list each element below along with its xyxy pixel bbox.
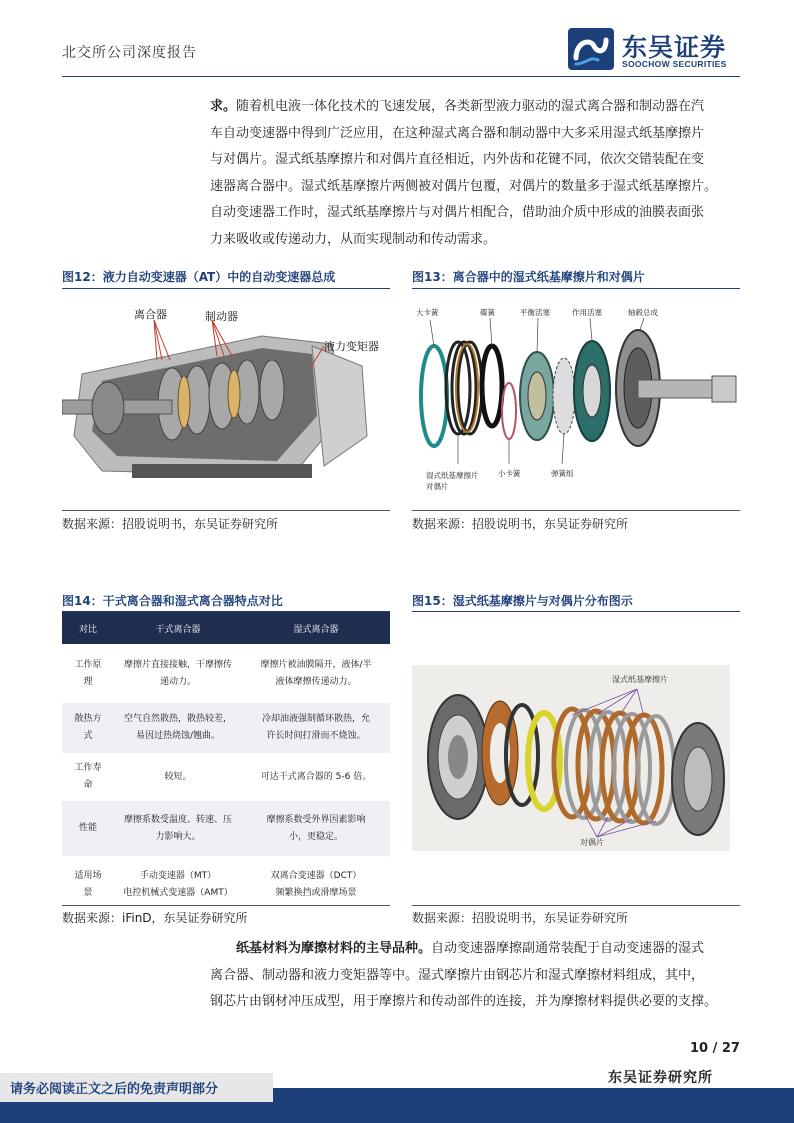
table-row (62, 644, 390, 703)
paragraph-line: 与对偶片。湿式纸基摩擦片和对偶片直径相近，内外齿和花键不同，依次交错装配在变 (210, 152, 705, 167)
body-paragraph-2 (210, 936, 740, 1016)
report-type-label: 北交所公司深度报告 (62, 45, 197, 61)
table-cell-aspect: 适用场 景 (62, 856, 114, 914)
fig13-label-friction-plate: 湿式纸基摩擦片 (426, 471, 479, 480)
table-row (62, 703, 390, 753)
table-header-row (62, 612, 390, 644)
table-row (62, 753, 390, 801)
clutch-comparison-table (62, 612, 390, 914)
fig12-label-torque-converter: 液力变矩器 (324, 340, 379, 353)
table-cell-wet: 双离合变速器（DCT） 频繁换挡或滑摩场景 (242, 856, 390, 914)
fig12-source: 数据来源：招股说明书，东吴证券研究所 (62, 517, 279, 531)
table-cell-dry: 手动变速器（MT） 电控机械式变速器（AMT） (114, 856, 242, 914)
fig12-title-rule (62, 288, 390, 289)
paragraph-lead: 纸基材料为摩擦材料的主导品种。 (236, 941, 432, 956)
table-cell-dry: 摩擦片直接接触，干摩擦传 递动力。 (114, 644, 242, 703)
table-cell-wet: 摩擦片被油膜隔开，液体/半 液体摩擦传递动力。 (242, 644, 390, 703)
paragraph-line: 速器离合器中。湿式纸基摩擦片两侧被对偶片包覆，对偶片的数量多于湿式纸基摩擦片。 (210, 178, 718, 194)
table-header-cell: 干式离合器 (114, 612, 242, 644)
fig13-label-mating-plate: 对偶片 (426, 482, 449, 491)
table-row (62, 801, 390, 856)
fig12-label-clutch: 离合器 (134, 308, 167, 321)
fig13-label-small-snap-ring: 小卡簧 (498, 469, 521, 478)
table-cell-dry: 较短。 (114, 753, 242, 801)
table-cell-dry: 空气自然散热，散热较差， 易因过热烧蚀/翘曲。 (114, 703, 242, 753)
table-cell-aspect: 工作寿 命 (62, 753, 114, 801)
paragraph-line: 自动变速器工作时，湿式纸基摩擦片与对偶片相配合，借助油介质中形成的油膜表面张 (210, 205, 705, 220)
paragraph-line: 车自动变速器中得到广泛应用，在这种湿式离合器和制动器中大多采用湿式纸基摩擦片 (210, 125, 705, 141)
page-number: 10 / 27 (690, 1041, 740, 1056)
fig13-label-big-snap-ring: 大卡簧 (416, 308, 439, 317)
fig15-plate-distribution-image (412, 665, 730, 851)
logo-text-en: SOOCHOW SECURITIES (622, 59, 727, 69)
soochow-logo (568, 28, 740, 72)
table-header-cell: 对比 (62, 612, 114, 644)
fig12-title: 图12：液力自动变速器（AT）中的自动变速器总成 (62, 270, 336, 284)
footer-institute: 东吴证券研究所 (608, 1070, 713, 1086)
fig12-transmission-image (62, 296, 390, 496)
header-rule (62, 76, 740, 77)
fig14-source: 数据来源：iFinD，东吴证券研究所 (62, 911, 248, 925)
fig14-source-rule (62, 905, 390, 906)
fig12-label-brake: 制动器 (205, 310, 238, 323)
table-cell-aspect: 性能 (62, 801, 114, 856)
fig13-source: 数据来源：招股说明书，东吴证券研究所 (412, 517, 629, 531)
fig15-source-rule (412, 905, 740, 906)
logo-text-cn: 东吴证券 (622, 33, 727, 62)
fig15-title-rule (412, 611, 740, 612)
paragraph-line: 钢芯片由钢材冲压成型，用于摩擦片和传动部件的连接，并为摩擦材料提供必要的支撑。 (210, 994, 718, 1009)
fig13-title: 图13：离合器中的湿式纸基摩擦片和对偶片 (412, 270, 645, 284)
table-cell-aspect: 工作原 理 (62, 644, 114, 703)
fig12-source-rule (62, 510, 390, 511)
paragraph-line: 求。随着机电液一体化技术的飞速发展，各类新型液力驱动的湿式离合器和制动器在汽 (210, 99, 705, 114)
fig13-label-apply-piston: 作用活塞 (572, 308, 602, 317)
table-cell-aspect: 散热方 式 (62, 703, 114, 753)
fig15-source: 数据来源：招股说明书，东吴证券研究所 (412, 911, 629, 925)
fig13-label-spring-group: 弹簧组 (551, 469, 574, 478)
fig15-title: 图15：湿式纸基摩擦片与对偶片分布图示 (412, 594, 633, 608)
table-header-cell: 湿式离合器 (242, 612, 390, 644)
fig15-label-mating-plate: 对偶片 (580, 838, 604, 847)
paragraph-line: 力来吸收或传递动力，从而实现制动和传动需求。 (210, 231, 497, 247)
paragraph-line: 离合器、制动器和液力变矩器等中。湿式摩擦片由钢芯片和湿式摩擦材料组成，其中， (210, 967, 705, 983)
fig13-label-balance-piston: 平衡活塞 (520, 308, 550, 317)
fig14-title: 图14：干式离合器和湿式离合器特点对比 (62, 594, 283, 608)
fig13-label-hub-assembly: 轴毂总成 (628, 308, 658, 317)
fig13-label-disc-spring: 碟簧 (480, 308, 495, 317)
fig13-source-rule (412, 510, 740, 511)
table-cell-dry: 摩擦系数受温度、转速、压 力影响大。 (114, 801, 242, 856)
table-cell-wet: 可达干式离合器的 5-6 倍。 (242, 753, 390, 801)
table-cell-wet: 摩擦系数受外界因素影响 小，更稳定。 (242, 801, 390, 856)
body-paragraph-1 (210, 94, 740, 253)
soochow-logo-icon (568, 28, 614, 70)
table-cell-wet: 冷却油液强制循环散热，允 许长时间打滑而不烧蚀。 (242, 703, 390, 753)
fig15-label-friction-plate: 湿式纸基摩擦片 (612, 675, 668, 684)
fig13-clutch-exploded-image (412, 296, 740, 501)
paragraph-line: 纸基材料为摩擦材料的主导品种。自动变速器摩擦副通常装配于自动变速器的湿式 (236, 941, 705, 956)
fig13-title-rule (412, 288, 740, 289)
disclaimer-notice: 请务必阅读正文之后的免责声明部分 (0, 1073, 273, 1102)
